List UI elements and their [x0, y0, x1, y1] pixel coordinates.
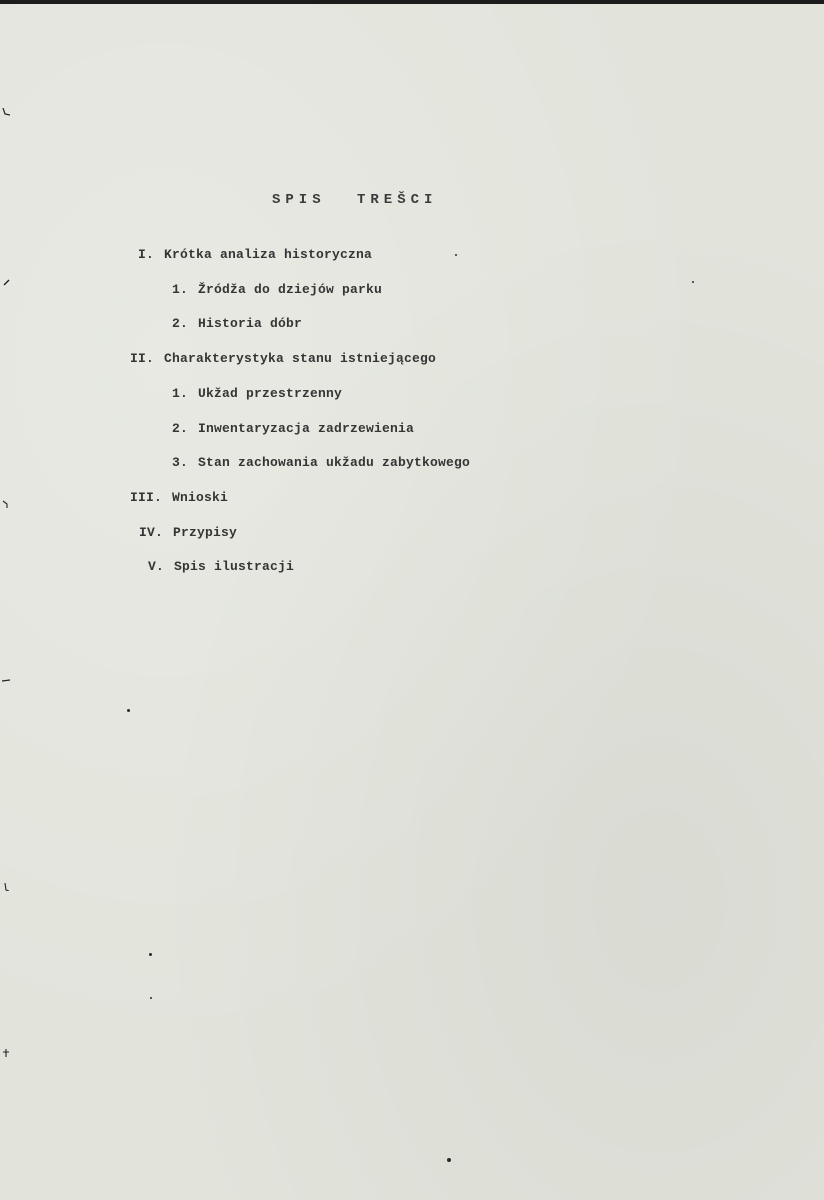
- dust-speck: [692, 281, 694, 283]
- dust-speck: [149, 953, 152, 956]
- toc-entry-text: Spis ilustracji: [174, 559, 295, 574]
- toc-entry-number: 2.: [172, 421, 189, 436]
- toc-entry-text: Historia dóbr: [198, 316, 303, 331]
- toc-title: SPIS TREŠCI: [272, 192, 438, 208]
- toc-entry-number: V.: [148, 559, 165, 574]
- binding-mark: [2, 500, 10, 508]
- toc-entry-number: III.: [130, 490, 163, 505]
- binding-mark: [2, 108, 10, 116]
- toc-entry-text: Wnioski: [172, 490, 229, 505]
- toc-entry-8: [130, 490, 228, 505]
- dust-speck: [127, 709, 130, 712]
- toc-entry-text: Stan zachowania ukžadu zabytkowego: [198, 455, 471, 470]
- toc-entry-number: IV.: [139, 525, 164, 540]
- toc-entry-number: 3.: [172, 455, 189, 470]
- binding-mark: [2, 279, 10, 287]
- toc-entry-9: [139, 525, 237, 540]
- binding-mark: [2, 883, 10, 891]
- toc-entry-1: [138, 247, 372, 262]
- dust-speck: [150, 997, 152, 999]
- binding-mark: [2, 677, 10, 685]
- toc-entry-number: 1.: [172, 282, 189, 297]
- toc-entry-3: [172, 316, 302, 331]
- toc-entry-text: Krótka analiza historyczna: [164, 247, 373, 262]
- toc-entry-text: Przypisy: [173, 525, 238, 540]
- toc-entry-number: 2.: [172, 316, 189, 331]
- toc-entry-number: 1.: [172, 386, 189, 401]
- toc-entry-2: [172, 282, 382, 297]
- toc-entry-10: [148, 559, 294, 574]
- dust-speck: [447, 1158, 451, 1162]
- toc-entry-number: I.: [138, 247, 155, 262]
- binding-mark: [2, 1049, 10, 1057]
- toc-entry-text: Ukžad przestrzenny: [198, 386, 343, 401]
- toc-entry-4: [130, 351, 436, 366]
- toc-entry-text: Žródža do dziejów parku: [198, 282, 383, 297]
- toc-entry-text: Inwentaryzacja zadrzewienia: [198, 421, 415, 436]
- dust-speck: [455, 254, 457, 256]
- toc-entry-text: Charakterystyka stanu istniejącego: [164, 351, 437, 366]
- toc-entry-number: II.: [130, 351, 155, 366]
- scan-top-edge: [0, 0, 824, 4]
- toc-entry-6: [172, 421, 414, 436]
- toc-entry-7: [172, 455, 470, 470]
- toc-entry-5: [172, 386, 342, 401]
